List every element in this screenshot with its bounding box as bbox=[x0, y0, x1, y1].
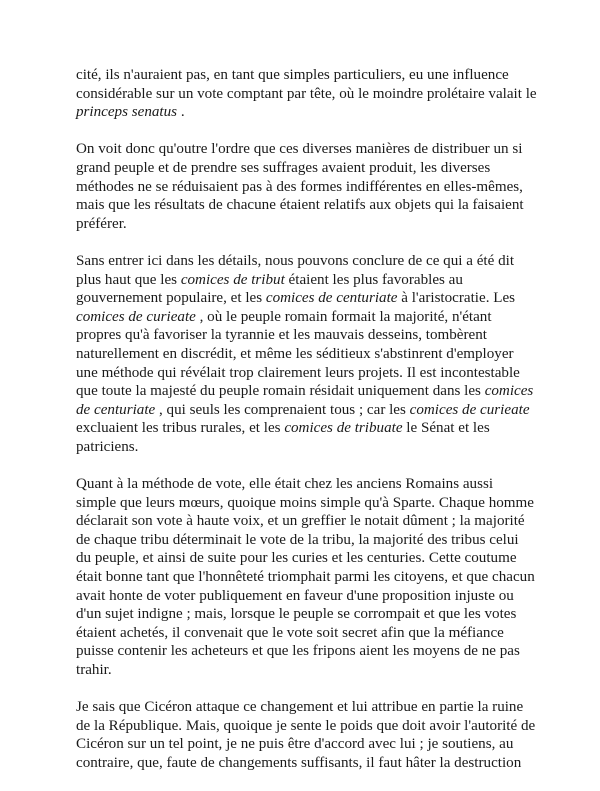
text-line bbox=[76, 475, 536, 494]
text-run: simple que leurs mœurs, quoique moins simple qu'à Sparte. Chaque homme bbox=[76, 494, 534, 511]
text-line bbox=[76, 494, 536, 513]
paragraph-4 bbox=[76, 475, 536, 680]
paragraph-5 bbox=[76, 698, 536, 772]
text-run: mais que les résultats de chacune étaient relatifs aux objets qui la faisaient bbox=[76, 197, 524, 214]
text-line bbox=[76, 159, 536, 178]
italic-term: comices de tribuate bbox=[284, 420, 403, 437]
text-run: puisse contenir les acheteurs et que les fripons aient les moyens de ne pas bbox=[76, 643, 520, 660]
text-line bbox=[76, 326, 536, 345]
text-line bbox=[76, 289, 536, 308]
text-run: propres qu'à favoriser la tyrannie et les mauvais desseins, tombèrent bbox=[76, 327, 487, 344]
text-run: de chaque tribu déterminait le vote de la tribu, la majorité des tribus celui bbox=[76, 531, 519, 548]
text-run: gouvernement populaire, et les bbox=[76, 290, 266, 307]
text-line bbox=[76, 66, 536, 85]
text-run: préférer. bbox=[76, 215, 127, 232]
text-run: considérable sur un vote comptant par tête, où le moindre prolétaire valait le bbox=[76, 85, 537, 102]
text-run: patriciens. bbox=[76, 438, 139, 455]
document-page bbox=[76, 66, 536, 791]
text-line bbox=[76, 140, 536, 159]
text-run: , où le peuple romain formait la majorité, n'étant bbox=[195, 308, 492, 325]
text-line bbox=[76, 419, 536, 438]
italic-term: comices de centuriate bbox=[265, 290, 398, 307]
text-line bbox=[76, 568, 536, 587]
italic-term: comices de curieate bbox=[409, 401, 530, 418]
text-run: déclarait son vote à haute voix, et un greffier le notait dûment ; la majorité bbox=[76, 513, 525, 530]
text-line bbox=[76, 401, 536, 420]
text-run: plus haut que les bbox=[76, 271, 181, 288]
text-run: que toute la majesté du peuple romain résidait uniquement dans les bbox=[76, 383, 485, 400]
text-run: était bonne tant que l'honnêteté triomphait parmi les citoyens, et que chacun bbox=[76, 569, 535, 586]
text-line bbox=[76, 642, 536, 661]
text-run: On voit donc qu'outre l'ordre que ces diverses manières de distribuer un si bbox=[76, 141, 523, 158]
text-line bbox=[76, 438, 536, 457]
text-line bbox=[76, 587, 536, 606]
text-run: le Sénat et les bbox=[402, 420, 490, 437]
text-line bbox=[76, 103, 536, 122]
text-line bbox=[76, 196, 536, 215]
text-run: méthodes ne se réduisaient pas à des formes indifférentes en elles-mêmes, bbox=[76, 178, 523, 195]
text-line bbox=[76, 512, 536, 531]
text-line bbox=[76, 698, 536, 717]
text-line bbox=[76, 85, 536, 104]
italic-term: princeps senatus bbox=[76, 104, 178, 121]
text-run: Je sais que Cicéron attaque ce changement et lui attribue en partie la ruine bbox=[76, 699, 524, 716]
text-run: trahir. bbox=[76, 662, 112, 678]
italic-term: comices de curieate bbox=[76, 308, 196, 325]
text-run: . bbox=[177, 104, 185, 121]
text-line bbox=[76, 549, 536, 568]
text-line bbox=[76, 531, 536, 550]
text-line bbox=[76, 754, 536, 773]
text-run: d'un sujet indigne ; mais, lorsque le peuple se corrompait et que les votes bbox=[76, 606, 517, 623]
paragraph-2 bbox=[76, 140, 536, 233]
text-line bbox=[76, 624, 536, 643]
text-line bbox=[76, 308, 536, 327]
text-line bbox=[76, 661, 536, 680]
paragraph-1 bbox=[76, 66, 536, 122]
text-line bbox=[76, 345, 536, 364]
text-run: de la République. Mais, quoique je sente le poids que doit avoir l'autorité de bbox=[76, 717, 536, 734]
text-run: à l'aristocratie. Les bbox=[397, 290, 516, 307]
text-run: Sans entrer ici dans les détails, nous pouvons conclure de ce qui a été dit bbox=[76, 252, 515, 269]
text-line bbox=[76, 364, 536, 383]
italic-term: de centuriate bbox=[76, 401, 156, 418]
text-run: Quant à la méthode de vote, elle était chez les anciens Romains aussi bbox=[76, 476, 494, 493]
text-run: excluaient les tribus rurales, et les bbox=[76, 420, 285, 437]
text-run: , qui seuls les comprenaient tous ; car les bbox=[155, 401, 410, 418]
text-run: avait honte de voter publiquement en faveur d'une proposition injuste ou bbox=[76, 587, 514, 604]
text-line bbox=[76, 271, 536, 290]
text-run: grand peuple et de prendre ses suffrages avaient produit, les diverses bbox=[76, 159, 491, 176]
text-line bbox=[76, 178, 536, 197]
text-run: étaient les plus favorables au bbox=[284, 271, 463, 288]
text-run: contraire, que, faute de changements suffisants, il faut hâter la destruction bbox=[76, 754, 522, 771]
text-line bbox=[76, 605, 536, 624]
text-line bbox=[76, 252, 536, 271]
text-run: naturellement en discrédit, et même les séditieux s'abstinrent d'employer bbox=[76, 345, 514, 362]
italic-term: comices bbox=[484, 383, 534, 400]
italic-term: comices de tribut bbox=[180, 271, 285, 288]
text-run: étaient achetés, il convenait que le vote soit secret afin que la méfiance bbox=[76, 624, 504, 641]
text-run: cité, ils n'auraient pas, en tant que simples particuliers, eu une influence bbox=[76, 67, 509, 83]
paragraph-3 bbox=[76, 252, 536, 457]
text-line bbox=[76, 735, 536, 754]
text-line bbox=[76, 717, 536, 736]
text-line bbox=[76, 215, 536, 234]
text-run: une méthode qui révélait trop clairement leurs projets. Il est incontestable bbox=[76, 364, 520, 381]
text-run: Cicéron sur un tel point, je ne puis être d'accord avec lui ; je soutiens, au bbox=[76, 736, 514, 753]
text-run: du peuple, et ainsi de suite pour les curies et les centuries. Cette coutume bbox=[76, 550, 517, 567]
text-line bbox=[76, 382, 536, 401]
